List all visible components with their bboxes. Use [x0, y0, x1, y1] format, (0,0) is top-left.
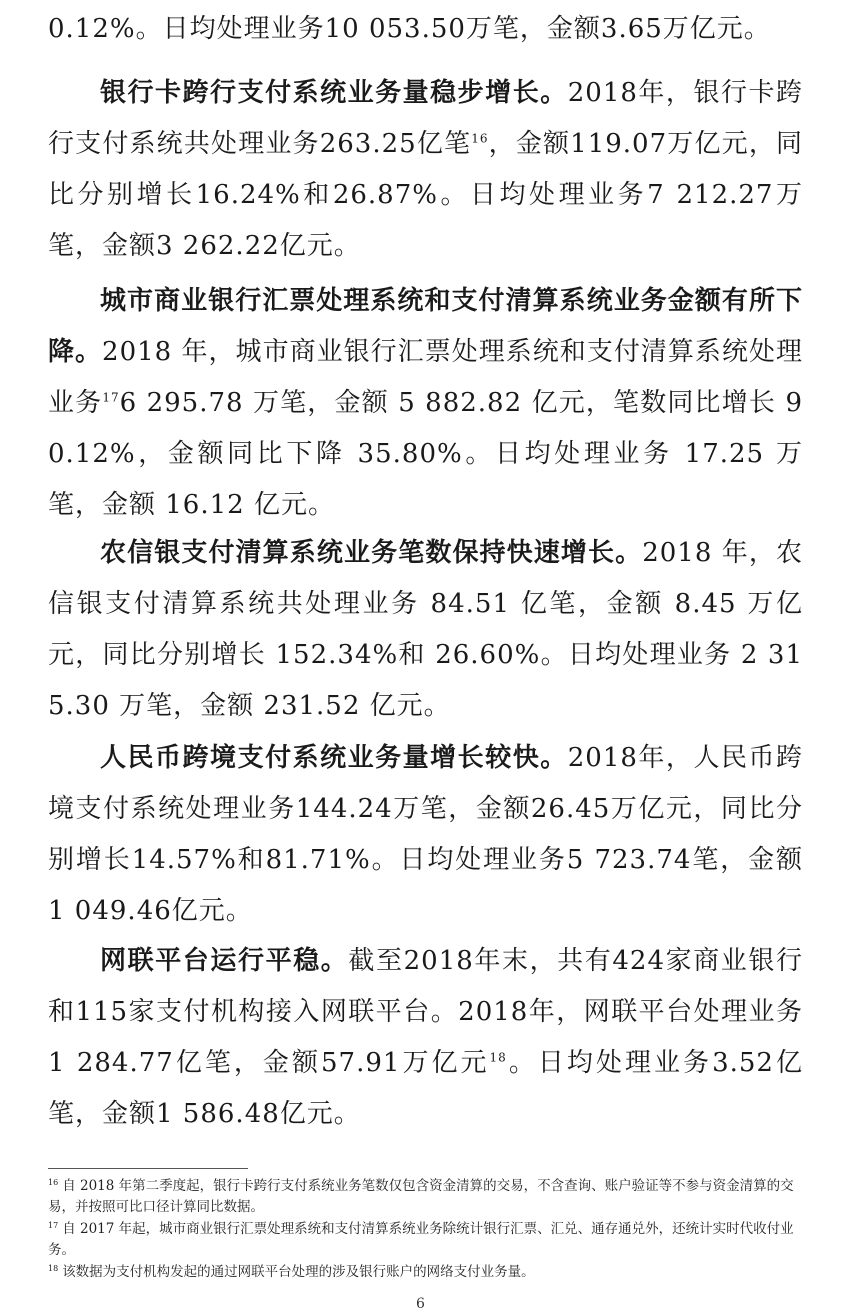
- footnote-mark: 18: [48, 1263, 59, 1273]
- paragraph-text: 0.12%。日均处理业务10 053.50万笔，金额3.65万亿元。: [48, 14, 771, 44]
- paragraph-netsunion: [48, 936, 803, 1140]
- paragraph-cross-border: [48, 733, 803, 937]
- footnote-item: [48, 1219, 803, 1261]
- footnote-divider: [48, 1168, 248, 1169]
- footnote-item: [48, 1176, 803, 1218]
- footnote-ref[interactable]: 16: [471, 131, 489, 146]
- footnote-text: 自 2018 年第二季度起，银行卡跨行支付系统业务笔数仅包含资金清算的交易，不含查询、账户验证等不参与资金清算的交易，并按照可比口径计算同比数据。: [48, 1178, 794, 1215]
- paragraph-text: 截至2018年末，共有424家商业银行和115家支付机构接入网联平台。2018年，网联平台处理业务1 284.77亿笔，金额57.91万亿元: [48, 946, 803, 1078]
- paragraph-city-bank: [48, 276, 803, 531]
- paragraph-rural-credit: [48, 528, 803, 732]
- paragraph-text: 2018 年，农信银支付清算系统共处理业务 84.51 亿笔，金额 8.45 万亿元，同比分别增长 152.34%和 26.60%。日均处理业务 2 315.30 万笔，金额 231.52 亿元。: [48, 538, 803, 721]
- paragraph-lead: 网联平台运行平稳。: [100, 946, 349, 976]
- paragraph-text: 2018年，人民币跨境支付系统处理业务144.24万笔，金额26.45万亿元，同比分别增长14.57%和81.71%。日均处理业务5 723.74笔，金额1 049.46亿元。: [48, 743, 803, 926]
- paragraph-continuation: [48, 4, 803, 55]
- footnote-text: 自 2017 年起，城市商业银行汇票处理系统和支付清算系统业务除统计银行汇票、汇兑、通存通兑外，还统计实时代收付业务。: [48, 1221, 794, 1258]
- paragraph-text: 2018 年，城市商业银行汇票处理系统和支付清算系统处理业务: [48, 337, 803, 418]
- footnote-item: [48, 1262, 803, 1283]
- paragraph-tail: 6 295.78 万笔，金额 5 882.82 亿元，笔数同比增长 90.12%，金额同比下降 35.80%。日均处理业务 17.25 万笔，金额 16.12 亿元。: [48, 388, 803, 520]
- footnote-text: 该数据为支付机构发起的通过网联平台处理的涉及银行账户的网络支付业务量。: [62, 1264, 535, 1280]
- footnote-mark: 16: [48, 1177, 59, 1187]
- footnote-ref[interactable]: 18: [489, 1050, 507, 1065]
- paragraph-lead: 城市商业银行汇票处理系统和支付清算系统业务金额有所下降。: [48, 286, 803, 367]
- paragraph-tail: ，金额119.07万亿元，同比分别增长16.24%和26.87%。日均处理业务7 212.27万笔，金额3 262.22亿元。: [48, 129, 803, 261]
- footnote-mark: 17: [48, 1220, 59, 1230]
- paragraph-tail: 。日均处理业务3.52亿笔，金额1 586.48亿元。: [48, 1048, 803, 1129]
- paragraph-lead: 人民币跨境支付系统业务量增长较快。: [100, 743, 568, 773]
- footnotes: [48, 1176, 803, 1284]
- paragraph-lead: 银行卡跨行支付系统业务量稳步增长。: [100, 78, 568, 108]
- paragraph-bankcard: [48, 68, 803, 272]
- footnote-ref[interactable]: 17: [102, 390, 120, 405]
- paragraph-text: 2018年，银行卡跨行支付系统共处理业务263.25亿笔: [48, 78, 803, 159]
- page-number: 6: [416, 1296, 425, 1312]
- paragraph-lead: 农信银支付清算系统业务笔数保持快速增长。: [100, 538, 643, 568]
